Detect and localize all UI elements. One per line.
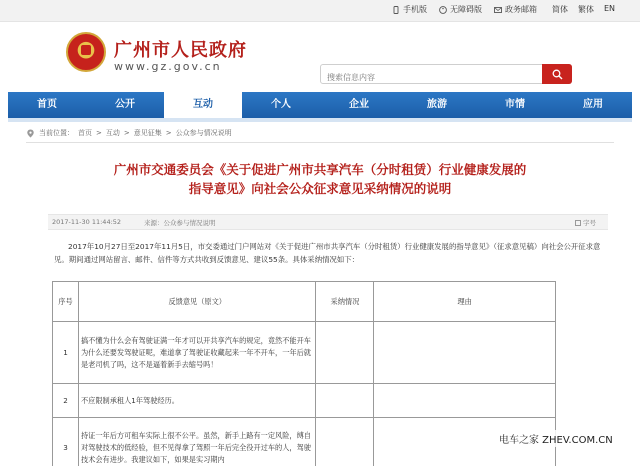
breadcrumb-opinion-collection[interactable]: 意见征集 bbox=[133, 129, 162, 137]
national-emblem-icon bbox=[66, 32, 106, 72]
site-header bbox=[0, 22, 640, 92]
breadcrumb bbox=[26, 128, 232, 138]
table-row bbox=[53, 384, 556, 418]
row-adopted bbox=[316, 384, 374, 418]
lang-traditional[interactable]: 繁体 bbox=[578, 5, 594, 14]
feedback-table bbox=[52, 281, 556, 466]
row-opinion: 持证一年后方可租车实际上很不公平。虽然，新手上路有一定风险，缚自对驾驶技术的低经验，但不见得拿了驾照一年后完全役开过车的人，驾驶技术会有进步。我建议如下，如果是实习期内 bbox=[78, 418, 316, 466]
top-utility-bar bbox=[0, 0, 640, 22]
font-size-label: 字号 bbox=[583, 219, 596, 227]
nav-item-apps[interactable]: 应用 bbox=[583, 99, 603, 110]
header-adopted: 采纳情况 bbox=[316, 282, 374, 322]
mobile-icon bbox=[392, 6, 400, 14]
article-date: 2017-11-30 11:44:52 bbox=[52, 218, 122, 226]
article-title bbox=[30, 160, 610, 198]
article-intro-paragraph: 2017年10月27日至2017年11月5日，市交委通过门户网站对《关于促进广州市共享汽车（分时租赁）行业健康发展的指导意见》（征求意见稿）向社会公开征求意见。期间通过网站留言、邮件、信件等方式共收到反馈意见、建议55条。具体采纳情况如下： bbox=[54, 242, 601, 264]
language-switcher bbox=[552, 4, 615, 15]
breadcrumb-prefix: 当前位置： bbox=[39, 129, 74, 137]
font-size-box-icon bbox=[575, 220, 581, 226]
table-row bbox=[53, 418, 556, 466]
gov-mail-link[interactable] bbox=[494, 4, 537, 15]
lang-simplified[interactable]: 简体 bbox=[552, 5, 568, 14]
location-pin-icon bbox=[26, 129, 35, 138]
row-reason bbox=[374, 322, 556, 384]
article-title-line-2: 指导意见》向社会公众征求意见采纳情况的说明 bbox=[188, 181, 452, 196]
lang-english[interactable]: EN bbox=[604, 4, 616, 13]
row-no: 3 bbox=[53, 418, 79, 466]
breadcrumb-separator: > bbox=[123, 129, 130, 137]
accessibility-link[interactable] bbox=[439, 4, 482, 15]
row-opinion: 搞不懂为什么会有驾驶证满一年才可以开共享汽车的规定，竟然不能开车为什么还要发驾驶证呢，难道拿了驾驶证收藏起来一年不开车，一年后就是老司机了吗，这不是逼着新手去缩号吗！ bbox=[78, 322, 316, 384]
article-source: 来源：公众参与情况说明 bbox=[144, 219, 216, 227]
breadcrumb-interaction[interactable]: 互动 bbox=[105, 129, 120, 137]
accessibility-label: 无障碍版 bbox=[450, 5, 482, 14]
nav-item-public[interactable]: 公开 bbox=[115, 99, 135, 110]
row-reason bbox=[374, 384, 556, 418]
nav-item-city-info[interactable]: 市情 bbox=[505, 99, 525, 110]
search-icon bbox=[552, 69, 563, 80]
search-input[interactable] bbox=[321, 69, 539, 87]
row-no: 2 bbox=[53, 384, 79, 418]
row-opinion: 不应限制承租人1年驾驶经历。 bbox=[78, 384, 316, 418]
utility-links bbox=[392, 4, 537, 15]
accessibility-icon bbox=[439, 6, 447, 14]
nav-item-tourism[interactable]: 旅游 bbox=[427, 99, 447, 110]
site-watermark: 电车之家 ZHEV.COM.CN bbox=[496, 430, 616, 447]
row-adopted bbox=[316, 418, 374, 466]
mobile-version-link[interactable] bbox=[392, 4, 427, 15]
nav-item-personal[interactable]: 个人 bbox=[271, 99, 291, 110]
breadcrumb-separator: > bbox=[96, 129, 102, 137]
site-url: www.gz.gov.cn bbox=[114, 60, 222, 73]
breadcrumb-home[interactable]: 首页 bbox=[78, 129, 92, 137]
search-box bbox=[320, 64, 572, 84]
header-no: 序号 bbox=[53, 282, 79, 322]
row-adopted bbox=[316, 322, 374, 384]
nav-item-enterprise[interactable]: 企业 bbox=[349, 99, 369, 110]
breadcrumb-divider bbox=[26, 142, 614, 143]
table-header-row bbox=[53, 282, 556, 322]
mobile-version-label: 手机版 bbox=[403, 5, 427, 14]
breadcrumb-public-participation[interactable]: 公众参与情况说明 bbox=[175, 129, 232, 137]
header-reason: 理由 bbox=[374, 282, 556, 322]
row-no: 1 bbox=[53, 322, 79, 384]
breadcrumb-separator: > bbox=[165, 129, 172, 137]
article-title-line-1: 广州市交通委员会《关于促进广州市共享汽车（分时租赁）行业健康发展的 bbox=[113, 162, 527, 177]
table-row bbox=[53, 322, 556, 384]
search-button[interactable] bbox=[542, 64, 572, 84]
mail-icon bbox=[494, 6, 502, 14]
nav-item-home[interactable]: 首页 bbox=[37, 99, 57, 110]
article-meta-bar bbox=[48, 214, 608, 230]
nav-item-interaction[interactable]: 互动 bbox=[164, 92, 242, 118]
font-size-toggle[interactable] bbox=[575, 218, 596, 227]
site-name[interactable]: 广州市人民政府 bbox=[114, 40, 247, 61]
header-opinion: 反馈意见（原文） bbox=[78, 282, 316, 322]
nav-underline bbox=[8, 118, 632, 122]
gov-mail-label: 政务邮箱 bbox=[505, 5, 537, 14]
main-nav bbox=[8, 92, 632, 118]
